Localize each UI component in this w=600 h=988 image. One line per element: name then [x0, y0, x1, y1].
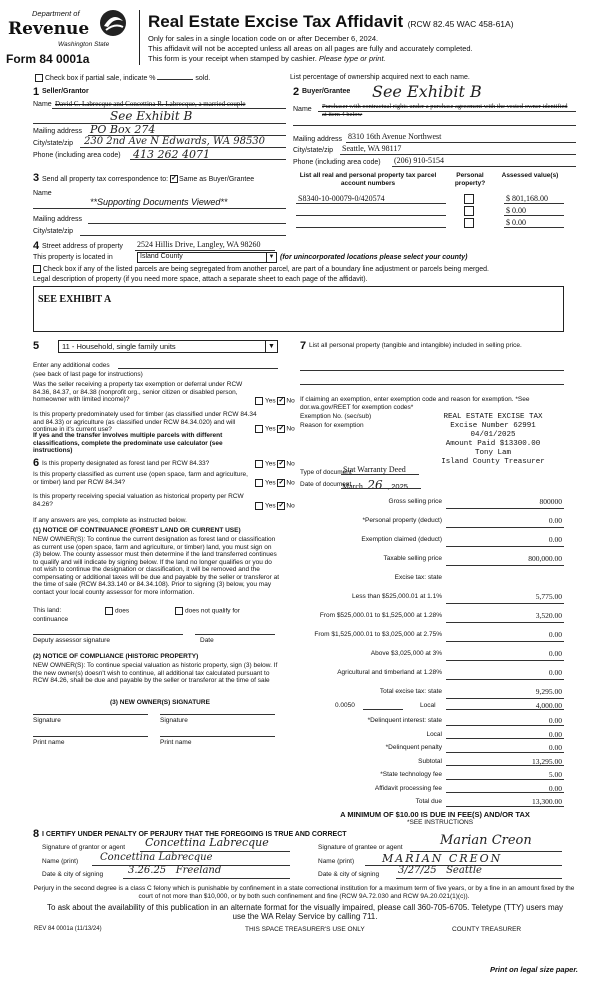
tax-calculation-table — [300, 492, 564, 701]
grantee-name-label: Name (print) — [318, 858, 355, 865]
partial-sale-row — [35, 74, 210, 83]
legal-description-value: SEE EXHIBIT A — [38, 294, 112, 305]
q-historic-no: No — [286, 502, 295, 510]
notice-1-title: (1) NOTICE OF CONTINUANCE (FOREST LAND OR CURRENT USE) — [33, 527, 241, 534]
local-value-underline — [446, 709, 564, 710]
section-6-number: 6 — [33, 457, 40, 469]
grantee-signature-label: Signature of grantee or agent — [318, 844, 403, 851]
q-exemption: Was the seller receiving a property tax exemption or deferral under RCW 84.36, 84.37, or 84.38 (nonprofit org., senior citizen or disabled person, homeowner with limited income)? — [33, 381, 243, 403]
buyer-city-label: City/state/zip — [293, 147, 334, 154]
local-rate: 0.0050 — [335, 702, 355, 709]
calc-row-label: Less than $525,000.01 at 1.1% — [352, 593, 442, 600]
stamp-line-4: Amount Paid $13300.00 — [445, 440, 541, 448]
does-not-label: does not qualify for — [185, 607, 240, 615]
header-divider — [139, 10, 140, 65]
calc-row — [300, 795, 564, 809]
county-select[interactable] — [137, 252, 277, 263]
section-7-label: List all personal property (tangible and intangible) included in selling price. — [309, 342, 522, 349]
parcels-col-header-2: Personal property? — [454, 172, 486, 187]
q-timber-note: If yes and the transfer involves multiple parcels with different classifications, complete the predominate use calculator (see instructions) — [33, 432, 223, 454]
partial-sale-checkbox[interactable] — [35, 74, 43, 82]
calc-row-label: From $525,000.01 to $1,525,000 at 1.28% — [319, 612, 442, 619]
stamp-line-6: Island County Treasurer — [441, 458, 545, 466]
calc-row-value: 5,775.00 — [535, 592, 562, 601]
street-value: 2524 Hillis Drive, Langley, WA 98260 — [137, 240, 261, 249]
buyer-name-handwritten: See Exhibit B — [372, 82, 482, 101]
grantor-date-label: Date & city of signing — [42, 871, 104, 878]
calc-row-label: From $1,525,000.01 to $3,025,000 at 2.75% — [314, 631, 442, 638]
segregated-label: Check box if any of the listed parcels are being segregated from another parcel, are part of a boundary line adjustment or parcels being merged. — [43, 265, 489, 273]
section-3-name-label: Name — [33, 190, 52, 197]
calc-row — [300, 728, 564, 742]
logo-dept-name: Revenue — [8, 19, 90, 39]
street-label: Street address of property — [42, 243, 123, 250]
q-forest-no-checkbox[interactable]: ✓ — [278, 460, 285, 467]
tax-calculation-table-2 — [300, 714, 564, 809]
stamp-line-5: Tony Lam — [474, 449, 511, 457]
grantee-date-handwritten: 3/27/25 Seattle — [398, 865, 482, 876]
ownership-note: List percentage of ownership acquired next to each name. — [290, 74, 470, 81]
calc-row-value: 800000 — [539, 497, 562, 506]
form-number: Form 84 0001a — [6, 52, 90, 66]
section-7-number: 7 — [300, 340, 307, 352]
buyer-name-typed: Purchaser with contractual rights under a purchase agreement with the vested owner identified at item 4 below — [322, 103, 568, 118]
calc-row-underline — [446, 679, 564, 680]
revision-label: REV 84 0001a (11/13/24) — [34, 926, 102, 932]
logo-state: Washington State — [58, 41, 110, 48]
calc-row — [300, 714, 564, 728]
q-forest-no: No — [286, 460, 295, 468]
calc-row-underline — [446, 660, 564, 661]
q-current-use: Is this property classified as current use (open space, farm and agriculture, or timber) land per RCW 84.34? — [33, 471, 248, 486]
parcel-number-1: S8340-10-00079-0/420574 — [298, 194, 385, 203]
alt-format-notice: To ask about the availability of this publication in an alternate format for the visually impaired, please call 360-705-6705. Teletype (TTY) users may use the WA Relay Service by calling 711. — [46, 903, 564, 921]
owner-print-label-2: Print name — [160, 739, 192, 746]
calc-row-label: Above $3,025,000 at 3% — [370, 650, 442, 657]
deputy-date-label: Date — [200, 637, 214, 644]
doc-type-value: Stat Warranty Deed — [343, 465, 406, 474]
q-historic-yes-checkbox[interactable] — [255, 502, 263, 510]
certify-statement: I CERTIFY UNDER PENALTY OF PERJURY THAT THE FOREGOING IS TRUE AND CORRECT — [42, 831, 347, 838]
legal-label: Legal description of property (if you need more space, attach a separate sheet to each page of the affidavit). — [33, 276, 368, 283]
calc-row-value: 800,000.00 — [528, 554, 562, 563]
doc-date-label: Date of document — [300, 481, 352, 488]
local-rate-underline — [363, 709, 403, 710]
seller-name-label: Name — [33, 101, 52, 108]
calc-row-underline — [446, 725, 564, 726]
unincorporated-note: (for unincorporated locations please select your county) — [280, 254, 468, 261]
q-forest-answers — [255, 460, 295, 468]
does-label: does — [115, 607, 130, 615]
minimum-note: A MINIMUM OF $10.00 IS DUE IN FEE(S) AND/OR TAX — [340, 810, 530, 819]
calc-row-label: Excise tax: state — [394, 574, 442, 581]
does-option — [105, 607, 129, 615]
grantee-name-handwritten: MARIAN CREON — [382, 852, 503, 865]
partial-sale-label: Check box if partial sale, indicate % — [45, 74, 156, 82]
q-historic-yes: Yes — [265, 502, 276, 510]
treasurer-stamp — [418, 413, 568, 467]
parcel-personal-checkbox-1[interactable] — [464, 194, 474, 204]
calc-row-underline — [446, 779, 564, 780]
additional-codes-label: Enter any additional codes — [33, 362, 110, 369]
grantee-signature: Marian Creon — [440, 833, 532, 848]
section-3-mailing-label: Mailing address — [33, 216, 83, 223]
calc-row-value: 3,520.00 — [535, 611, 562, 620]
does-not-checkbox[interactable] — [175, 607, 183, 615]
calc-row-underline — [446, 752, 564, 753]
notice-1-body: NEW OWNER(S): To continue the current designation as forest land or classification as current use (open space, farm and agriculture, or timber) land, you must sign on (3) below. The county assessor must then determine if the land transferred continues to qualify and will indicate by signing below. If the land no longer qualifies or you do not wish to continue the designation or classification, it will be removed and the compensating or additional taxes will be due and payable by the seller or transferor at the time of sale (RCW 84.33.140 or 84.34.108). Prior to signing (3) below, you may contact your local county assessor for more information. — [33, 536, 280, 596]
q-timber-no-checkbox[interactable]: ✓ — [278, 425, 285, 432]
calc-row-value: 0.00 — [548, 668, 562, 677]
owner-signature-label-1: Signature — [33, 717, 61, 724]
calc-row-underline — [446, 738, 564, 739]
calc-row-value: 0.00 — [548, 716, 562, 725]
header-notice-1: Only for sales in a single location code on or after December 6, 2024. — [148, 34, 379, 43]
grantor-name-label: Name (print) — [42, 858, 79, 865]
seller-mailing-label: Mailing address — [33, 128, 83, 135]
chevron-down-icon: ▼ — [266, 253, 276, 262]
local-label: Local — [420, 702, 436, 709]
see-instructions-note: *SEE INSTRUCTIONS — [406, 819, 474, 826]
see-back-note: (see back of last page for instructions) — [33, 371, 143, 378]
section-3-label: Send all property tax correspondence to: — [42, 175, 169, 183]
notice-2-body: NEW OWNER(S): To continue special valuation as historic property, sign (3) below. If the new owner(s) doesn't wish to continue, all additional tax calculated pursuant to RCW 84.26, shall be due and payable by the seller or transferor at the time of sale — [33, 662, 278, 684]
calc-row-value: 0.00 — [548, 743, 562, 752]
section-8-number: 8 — [33, 828, 40, 840]
section-2-number: 2 — [293, 86, 300, 98]
doc-date-day: 26 — [367, 478, 383, 492]
calc-row — [300, 606, 564, 625]
q-exemption-no-checkbox[interactable]: ✓ — [278, 397, 285, 404]
parcel-value-2: $ 0.00 — [506, 206, 526, 215]
doc-date-year: , 2025 — [387, 482, 408, 491]
county-treasurer-label: COUNTY TREASURER — [452, 926, 522, 933]
calc-row-underline — [446, 641, 564, 642]
buyer-phone-label: Phone (including area code) — [293, 159, 381, 166]
located-label: This property is located in — [33, 254, 113, 261]
segregated-checkbox[interactable] — [33, 265, 41, 273]
section-4-number: 4 — [33, 240, 40, 252]
seller-name-handwritten: See Exhibit B — [110, 109, 193, 123]
calc-row — [300, 663, 564, 682]
use-code-select[interactable] — [58, 340, 278, 353]
calc-row — [300, 568, 564, 587]
owner-signature-label-2: Signature — [160, 717, 188, 724]
county-select-value: Island County — [140, 253, 183, 260]
q-historic: Is this property receiving special valuation as historical property per RCW 84.26? — [33, 493, 244, 508]
calc-row — [300, 530, 564, 549]
seller-name-typed: David C. Labrecque and Concettina R. Labrecque, a married couple — [55, 100, 246, 108]
q-forest-yes-checkbox[interactable] — [255, 460, 263, 468]
if-yes-note: If any answers are yes, complete as instructed below. — [33, 517, 187, 524]
grantor-signature: Concettina Labrecque — [145, 836, 269, 849]
page-title: Real Estate Excise Tax Affidavit — [148, 12, 404, 31]
parcel-personal-checkbox-3[interactable] — [464, 218, 474, 228]
calc-row — [300, 741, 564, 755]
section-3-number: 3 — [33, 172, 40, 184]
calc-row-underline — [446, 603, 564, 604]
exemption-note: If claiming an exemption, enter exemption code and reason for exemption. *See dor.wa.gov/REET for exemption codes* — [300, 396, 530, 411]
logo-swoosh-icon — [99, 9, 127, 37]
header-notice-3-text: This form is your receipt when stamped by cashier. — [148, 54, 317, 63]
page-title-ref: (RCW 82.45 WAC 458-61A) — [407, 19, 514, 29]
parcel-personal-checkbox-2[interactable] — [464, 206, 474, 216]
calc-row-value: 0.00 — [548, 649, 562, 658]
calc-row-label: Subtotal — [418, 757, 442, 765]
q-timber-no: No — [286, 425, 295, 433]
calc-row-underline — [446, 806, 564, 807]
calc-row — [300, 644, 564, 663]
buyer-name-label: Name — [293, 106, 312, 113]
calc-row-value: 0.00 — [548, 516, 562, 525]
seller-city-handwritten: 230 2nd Ave N Edwards, WA 98530 — [84, 136, 266, 147]
q-historic-answers — [255, 502, 295, 510]
stamp-line-1: REAL ESTATE EXCISE TAX — [443, 413, 543, 421]
calc-row-value: 0.00 — [548, 630, 562, 639]
q-exemption-yes-checkbox[interactable] — [255, 397, 263, 405]
calc-row — [300, 768, 564, 782]
calc-row-label: Gross selling price — [388, 498, 442, 505]
deputy-signature-label: Deputy assessor signature — [33, 637, 110, 644]
calc-row-value: 5.00 — [548, 770, 562, 779]
this-land-label: This land: — [33, 607, 62, 614]
calc-row-label: *State technology fee — [380, 771, 442, 778]
legal-size-note: Print on legal size paper. — [490, 965, 578, 974]
calc-row-label: Agricultural and timberland at 1.28% — [337, 669, 442, 676]
grantee-date-label: Date & city of signing — [318, 871, 380, 878]
calc-row-label: Affidavit processing fee — [374, 784, 442, 792]
q-current-use-no-checkbox[interactable]: ✓ — [278, 479, 285, 486]
perjury-notice — [30, 885, 578, 900]
calc-row — [300, 587, 564, 606]
calc-row-value: 13,295.00 — [532, 756, 562, 766]
calc-row — [300, 549, 564, 568]
calc-row-value: 0.00 — [548, 729, 562, 739]
legal-description-box[interactable] — [33, 286, 564, 332]
q-timber: Is this property predominately used for timber (as classified under RCW 84.34 and 84.33) or agriculture (as classified under RCW 84.34.020) and will continue in it's current use? — [33, 411, 257, 433]
section-3-city-label: City/state/zip — [33, 228, 74, 235]
q-forest: Is this property designated as forest land per RCW 84.33? — [42, 460, 210, 467]
calc-row-underline — [446, 546, 564, 547]
calc-row — [300, 492, 564, 511]
q-current-use-yes: Yes — [265, 479, 276, 487]
seller-mailing-handwritten: PO Box 274 — [90, 123, 156, 136]
q-historic-no-checkbox[interactable]: ✓ — [278, 502, 285, 509]
header-notice-3 — [148, 54, 386, 63]
header-notice-2: This affidavit will not be accepted unless all areas on all pages are fully and accurately completed. — [148, 44, 473, 53]
calc-row-underline — [446, 527, 564, 528]
calc-row-value: 0.00 — [548, 535, 562, 544]
calc-row-label: Total due — [415, 798, 442, 805]
seller-heading: Seller/Grantor — [42, 88, 89, 95]
stamp-line-3: 04/01/2025 — [470, 431, 516, 439]
section-3-name-value: **Supporting Documents Viewed** — [90, 197, 228, 207]
section-5-number: 5 — [33, 340, 40, 352]
partial-sale-sold: sold. — [195, 74, 211, 82]
calc-row — [300, 755, 564, 769]
buyer-mailing-label: Mailing address — [293, 136, 343, 143]
section-3-row — [42, 175, 254, 184]
q-current-use-answers — [255, 479, 295, 487]
parcel-value-3: $ 0.00 — [506, 218, 526, 227]
seller-phone-label: Phone (including area code) — [33, 152, 121, 159]
calc-row-label: Taxable selling price — [383, 555, 442, 562]
buyer-phone-value: (206) 910-5154 — [394, 156, 444, 165]
does-not-option — [175, 607, 240, 615]
calc-row — [300, 511, 564, 530]
continuance-label: continuance — [33, 616, 69, 623]
q-exemption-answers — [255, 397, 295, 405]
calc-row-underline — [446, 565, 564, 566]
buyer-mailing-value: 8310 16th Avenue Northwest — [348, 132, 442, 141]
chevron-down-icon: ▼ — [265, 341, 277, 352]
notice-2-title: (2) NOTICE OF COMPLIANCE (HISTORIC PROPERTY) — [33, 653, 199, 660]
perjury-text: Perjury in the second degree is a class C felony which is punishable by confinement in a state correctional institution for a maximum term of five years, or by a fine in an amount fixed by the court of not more than $10,000, or by both such confinement and fine (RCW 9A.72.030 and RCW 9A.20.021(1)(c)). — [33, 885, 575, 900]
grantor-date-handwritten: 3.26.25 Freeland — [128, 865, 222, 876]
calc-row-underline — [446, 698, 564, 699]
seller-phone-handwritten: 413 262 4071 — [133, 148, 210, 161]
header-notice-3-italic: Please type or print. — [318, 54, 386, 63]
stamp-line-2: Excise Number 62991 — [450, 422, 536, 430]
segregated-row — [33, 265, 489, 274]
logo-dept-line: Department of — [32, 9, 80, 18]
calc-row — [300, 782, 564, 796]
buyer-heading: Buyer/Grantee — [302, 88, 351, 95]
same-as-buyer-label: Same as Buyer/Grantee — [179, 175, 255, 183]
seller-city-label: City/state/zip — [33, 140, 74, 147]
grantor-name-handwritten: Concettina Labrecque — [100, 852, 213, 863]
calc-row-label: *Personal property (deduct) — [362, 517, 442, 524]
buyer-city-value: Seattle, WA 98117 — [342, 144, 402, 153]
treasurer-space-label: THIS SPACE TREASURER'S USE ONLY — [245, 926, 365, 933]
page-title-row — [148, 12, 514, 32]
dor-logo — [6, 8, 136, 66]
does-checkbox[interactable] — [105, 607, 113, 615]
q-current-use-no: No — [286, 479, 295, 487]
calc-row-value: 0.00 — [548, 783, 562, 793]
use-code-value: 11 - Household, single family units — [62, 342, 176, 351]
parcels-col-header-3: Assessed value(s) — [501, 172, 559, 179]
section-1-number: 1 — [33, 86, 40, 98]
q-timber-yes: Yes — [265, 425, 276, 433]
doc-type-label: Type of document — [300, 469, 352, 476]
exemption-reason-label: Reason for exemption — [300, 422, 364, 429]
q-timber-answers — [255, 425, 295, 433]
calc-row-label: *Delinquent interest: state — [367, 717, 442, 724]
calc-row-value: 9,295.00 — [535, 687, 562, 696]
calc-row-underline — [446, 508, 564, 509]
calc-row-label: Local — [426, 730, 442, 738]
q-forest-yes: Yes — [265, 460, 276, 468]
owner-print-label-1: Print name — [33, 739, 65, 746]
calc-row-underline — [446, 792, 564, 793]
calc-row-value: 13,300.00 — [532, 797, 562, 806]
calc-row-label: *Delinquent penalty — [385, 744, 442, 751]
grantor-signature-label: Signature of grantor or agent — [42, 844, 126, 851]
parcels-col-header-1: List all real and personal property tax parcel account numbers — [299, 172, 437, 187]
local-value: 4,000.00 — [535, 701, 562, 710]
calc-row — [300, 625, 564, 644]
q-current-use-yes-checkbox[interactable] — [255, 479, 263, 487]
calc-row-underline — [446, 622, 564, 623]
parcel-value-1: $ 801,168.00 — [506, 194, 548, 203]
calc-row-label: Total excise tax: state — [379, 688, 442, 695]
doc-date-month: March — [342, 482, 363, 491]
q-exemption-yes: Yes — [265, 397, 276, 405]
exemption-no-label: Exemption No. (sec/sub) — [300, 413, 372, 420]
calc-row-label: Exemption claimed (deduct) — [361, 536, 442, 543]
q-exemption-no: No — [286, 397, 295, 405]
q-timber-yes-checkbox[interactable] — [255, 425, 263, 433]
calc-row — [300, 682, 564, 701]
notice-3-title: (3) NEW OWNER(S) SIGNATURE — [110, 699, 210, 706]
calc-row-underline — [446, 765, 564, 766]
same-as-buyer-checkbox[interactable]: ✓ — [171, 175, 177, 182]
